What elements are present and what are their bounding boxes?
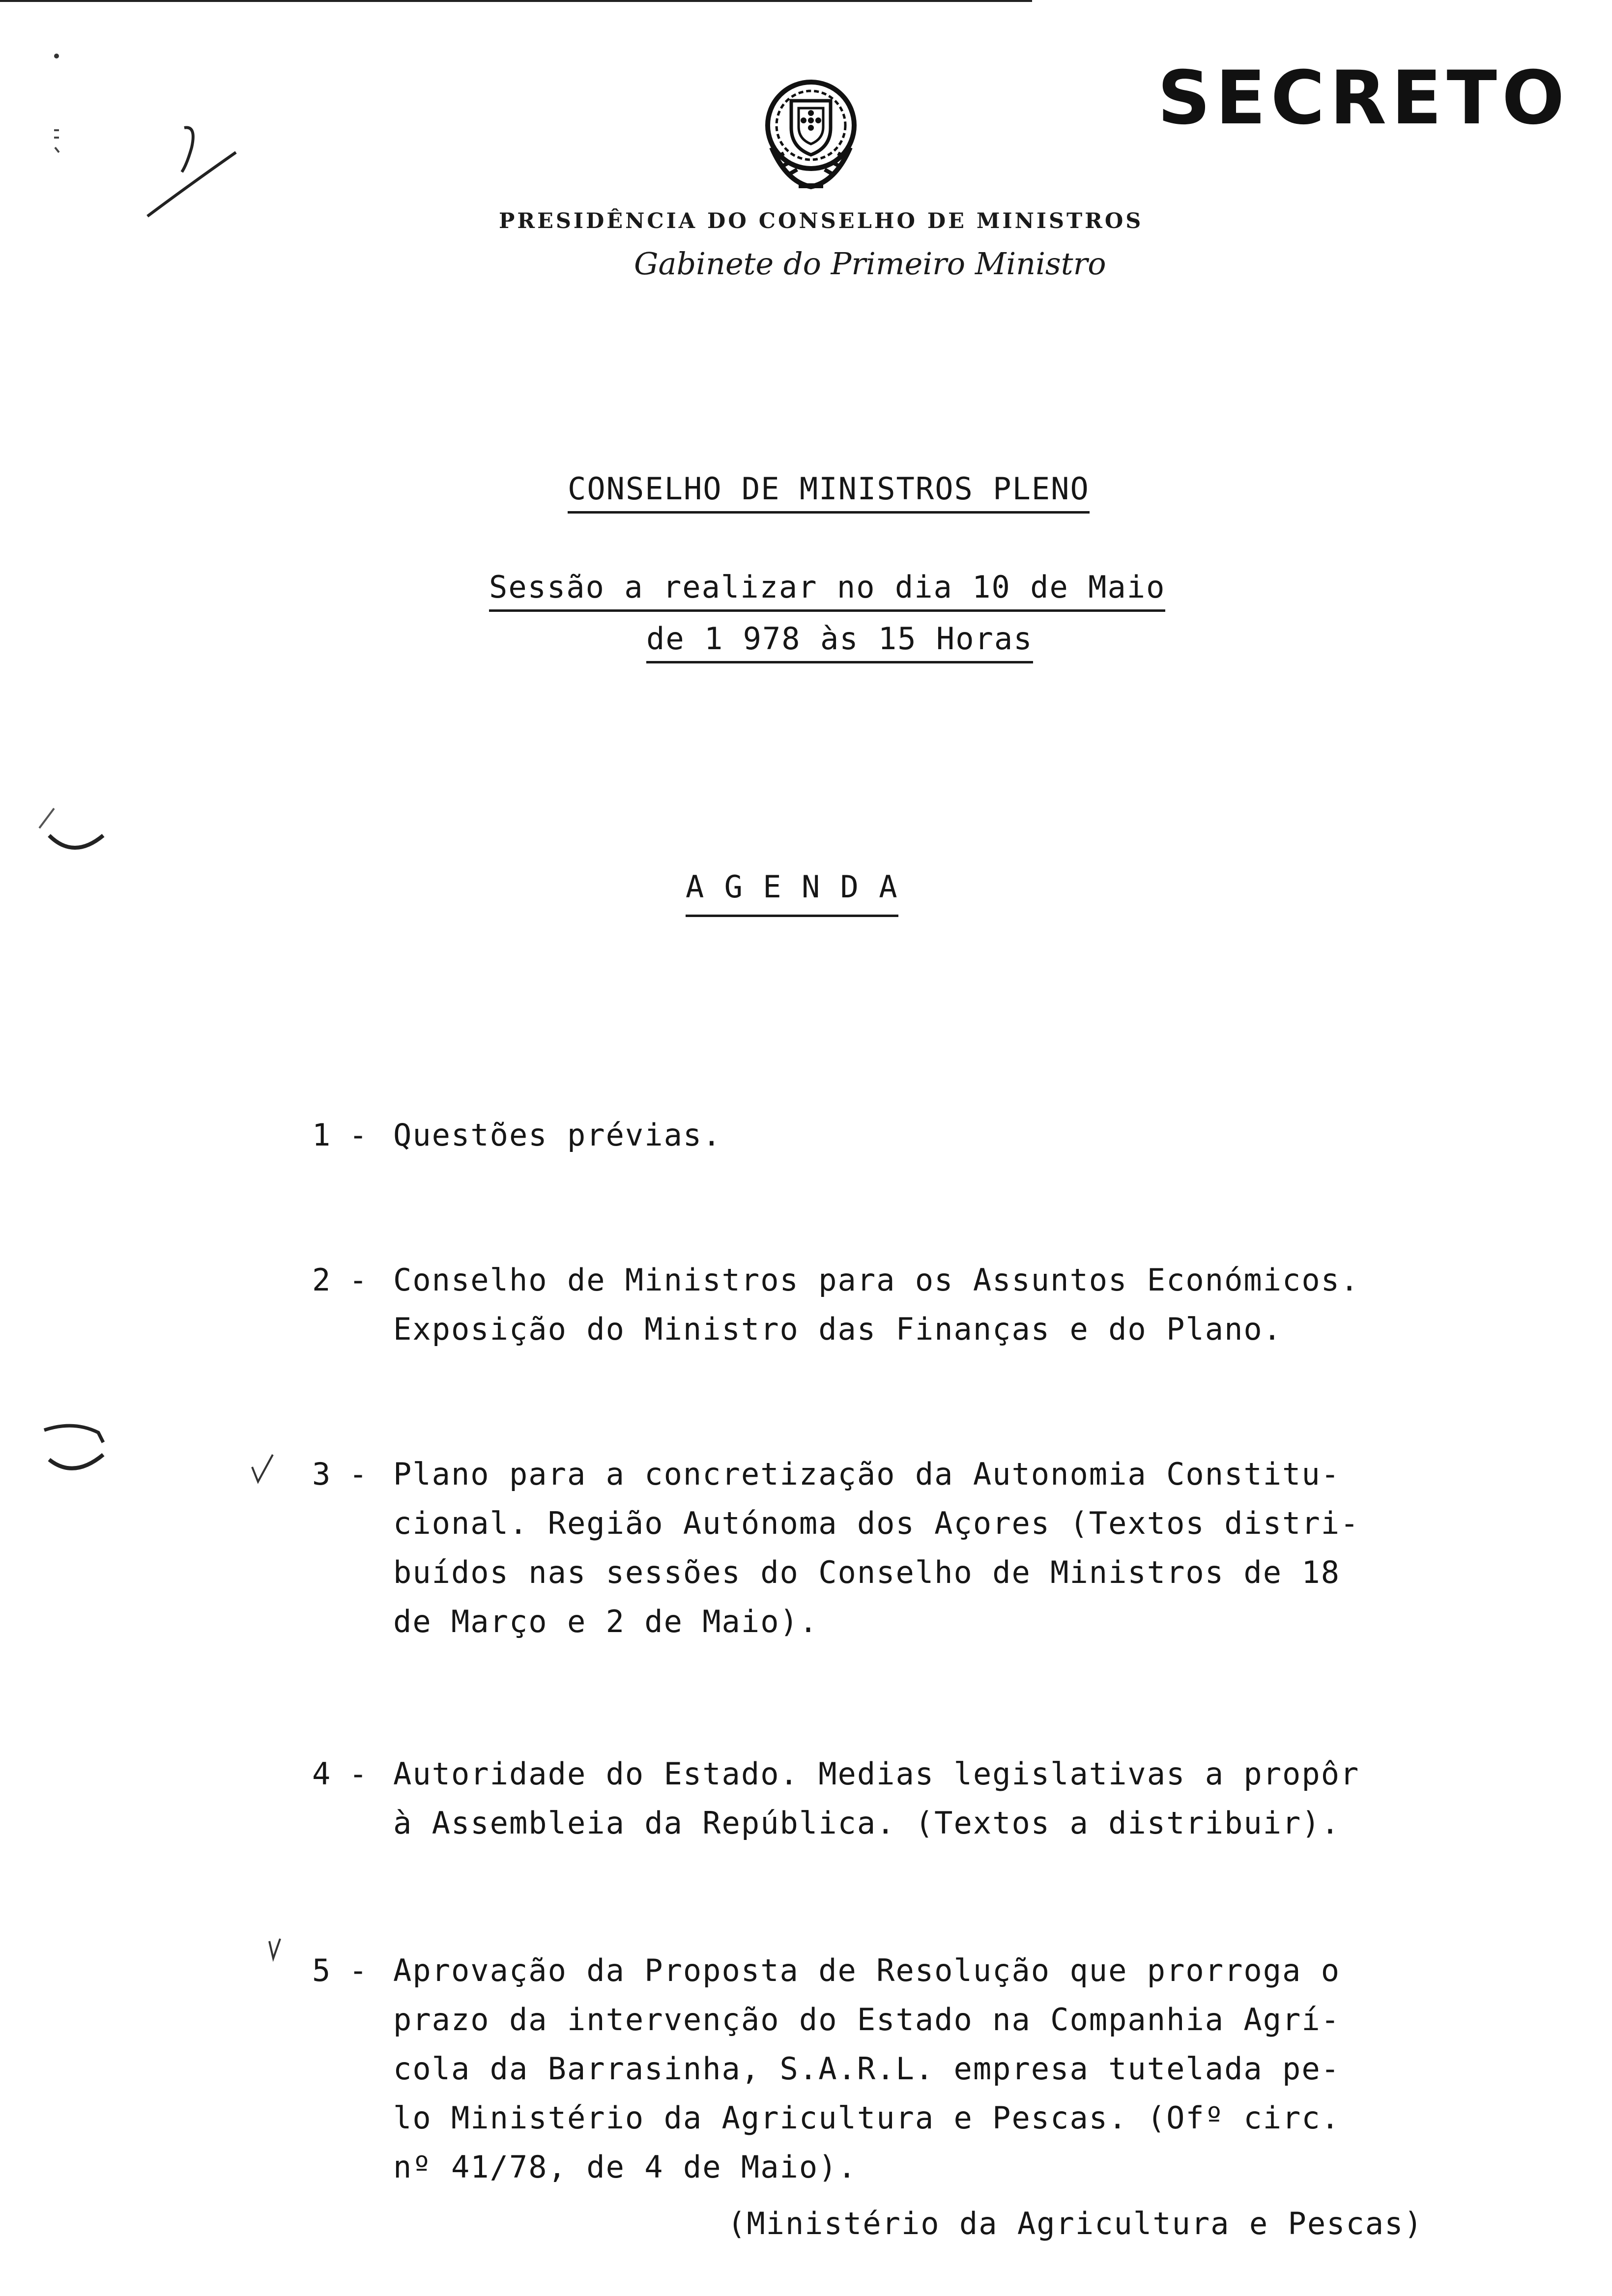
coat-of-arms-emblem [752,74,870,197]
agenda-item-dash: - [349,1756,369,1792]
handwritten-margin-mark [34,1415,118,1484]
office-name: Gabinete do Primeiro Ministro [634,246,1106,282]
session-line-2: de 1 978 às 15 Horas [646,617,1033,663]
agenda-item-dash: - [349,1262,369,1298]
agenda-item-line: cola da Barrasinha, S.A.R.L. empresa tutelada pe- [393,2051,1341,2087]
agenda-item-line: Plano para a concretização da Autonomia Constitu- [393,1456,1341,1492]
check-mark [248,1452,278,1487]
session-line-1: Sessão a realizar no dia 10 de Maio [489,565,1165,612]
margin-dots [49,49,64,157]
agenda-item-number: 3 [312,1456,332,1492]
agenda-item-line: Conselho de Ministros para os Assuntos Económicos. [393,1262,1360,1298]
agenda-item-number: 4 [312,1756,332,1792]
agenda-item-line: buídos nas sessões do Conselho de Ministros de 18 [393,1554,1341,1590]
agenda-item-line: cional. Região Autónoma dos Açores (Textos distri- [393,1505,1360,1541]
agenda-item-line: Autoridade do Estado. Medias legislativas a propôr [393,1756,1360,1792]
agenda-item-line: Aprovação da Proposta de Resolução que prorroga o [393,1952,1341,1988]
agenda-item-line: Exposição do Ministro das Finanças e do Plano. [393,1311,1283,1347]
agenda-heading: A G E N D A [686,862,898,917]
agenda-item-number: 1 [312,1117,332,1153]
agenda-item-number: 2 [312,1262,332,1298]
institution-name: PRESIDÊNCIA DO CONSELHO DE MINISTROS [499,209,1144,233]
agenda-item-dash: - [349,1117,369,1153]
agenda-item-line: lo Ministério da Agricultura e Pescas. (Ofº circ. [393,2100,1341,2136]
classification-label: SECRETO [1157,56,1570,141]
agenda-item-line: nº 41/78, de 4 de Maio). [393,2149,857,2185]
agenda-item-line: Questões prévias. [393,1117,722,1153]
agenda-item-dash: - [349,1456,369,1492]
agenda-item-dash: - [349,1952,369,1988]
handwritten-initial-mark [143,113,241,226]
meeting-title: CONSELHO DE MINISTROS PLENO [568,467,1090,514]
agenda-item-line: de Março e 2 de Maio). [393,1604,819,1639]
agenda-item-source: (Ministério da Agricultura e Pescas) [727,2206,1423,2241]
check-mark [265,1936,285,1966]
agenda-item-line: prazo da intervenção do Estado na Companhia Agrí- [393,2002,1341,2038]
top-edge-line [0,0,1032,2]
handwritten-margin-mark [29,806,113,860]
agenda-item-number: 5 [312,1952,332,1988]
agenda-item-line: à Assembleia da República. (Textos a distribuir). [393,1805,1341,1841]
